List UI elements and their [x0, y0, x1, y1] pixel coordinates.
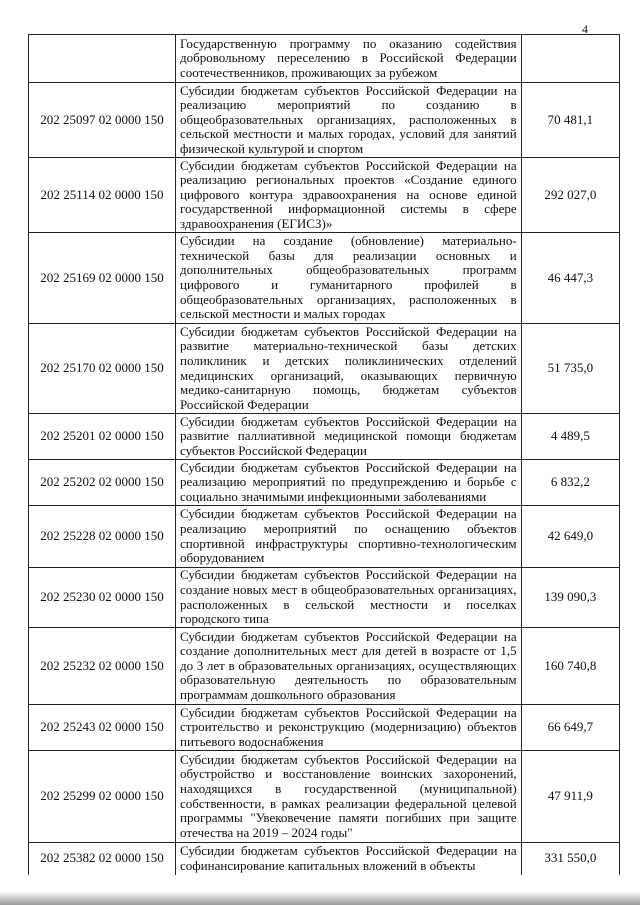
- budget-code-cell: 202 25169 02 0000 150: [29, 233, 176, 324]
- budget-revenue-table: [28, 34, 620, 875]
- table-row: [29, 843, 620, 875]
- table-row: [29, 158, 620, 233]
- amount-cell: 139 090,3: [521, 568, 619, 628]
- description-cell: Субсидии бюджетам субъектов Российской Федерации на строительство и реконструкцию (модернизацию) объектов питьевого водоснабжения: [175, 705, 521, 751]
- amount-cell: 66 649,7: [521, 705, 619, 751]
- budget-code-cell: [29, 35, 176, 83]
- table-row: [29, 324, 620, 414]
- table-row: [29, 35, 620, 83]
- description-cell: Субсидии бюджетам субъектов Российской Федерации на создание дополнительных мест для детей в возрасте от 1,5 до 3 лет в образовательных организациях, осуществляющих образовательную деятельность по образовательным программам дошкольного образования: [175, 628, 521, 705]
- page-number: 4: [582, 22, 588, 36]
- amount-cell: [521, 35, 619, 83]
- table-row: [29, 568, 620, 628]
- amount-cell: 331 550,0: [521, 843, 619, 875]
- budget-code-cell: 202 25243 02 0000 150: [29, 705, 176, 751]
- table-row: [29, 460, 620, 506]
- description-cell: Субсидии на создание (обновление) материально-технической базы для реализации основных и дополнительных общеобразовательных программ цифрового и гуманитарного профилей в общеобразовательных организациях, расположенных в сельской местности и малых городах: [175, 233, 521, 324]
- amount-cell: 70 481,1: [521, 83, 619, 158]
- scan-edge-shadow: [0, 891, 640, 905]
- budget-code-cell: 202 25202 02 0000 150: [29, 460, 176, 506]
- description-cell: Субсидии бюджетам субъектов Российской Федерации на развитие материально-технической базы детских поликлиник и детских поликлинических отделений медицинских организаций, оказывающих первичную медико-санитарную помощь, бюджетам субъектов Российской Федерации: [175, 324, 521, 414]
- table-row: [29, 628, 620, 705]
- table-row: [29, 506, 620, 568]
- description-cell: Субсидии бюджетам субъектов Российской Федерации на создание новых мест в общеобразовательных организациях, расположенных в сельской местности и поселках городского типа: [175, 568, 521, 628]
- budget-code-cell: 202 25382 02 0000 150: [29, 843, 176, 875]
- table-row: [29, 233, 620, 324]
- budget-code-cell: 202 25201 02 0000 150: [29, 414, 176, 460]
- budget-code-cell: 202 25228 02 0000 150: [29, 506, 176, 568]
- budget-code-cell: 202 25230 02 0000 150: [29, 568, 176, 628]
- budget-code-cell: 202 25114 02 0000 150: [29, 158, 176, 233]
- description-cell: Субсидии бюджетам субъектов Российской Федерации на развитие паллиативной медицинской помощи бюджетам субъектов Российской Федерации: [175, 414, 521, 460]
- amount-cell: 46 447,3: [521, 233, 619, 324]
- description-cell: Субсидии бюджетам субъектов Российской Федерации на обустройство и восстановление воинских захоронений, находящихся в государственной (муниципальной) собственности, в рамках реализации федеральной целевой программы "Увековечение памяти погибших при защите отечества на 2019 – 2024 годы": [175, 751, 521, 843]
- description-cell: Субсидии бюджетам субъектов Российской Федерации на софинансирование капитальных вложений в объекты: [175, 843, 521, 875]
- amount-cell: 42 649,0: [521, 506, 619, 568]
- amount-cell: 292 027,0: [521, 158, 619, 233]
- amount-cell: 6 832,2: [521, 460, 619, 506]
- description-cell: Субсидии бюджетам субъектов Российской Федерации на реализацию мероприятий по оснащению объектов спортивной инфраструктуры спортивно-технологическим оборудованием: [175, 506, 521, 568]
- amount-cell: 47 911,9: [521, 751, 619, 843]
- table-row: [29, 83, 620, 158]
- description-cell: Субсидии бюджетам субъектов Российской Федерации на реализацию региональных проектов «Создание единого цифрового контура здравоохранения на основе единой государственной информационной системы в сфере здравоохранения (ЕГИСЗ)»: [175, 158, 521, 233]
- budget-code-cell: 202 25232 02 0000 150: [29, 628, 176, 705]
- amount-cell: 51 735,0: [521, 324, 619, 414]
- budget-code-cell: 202 25299 02 0000 150: [29, 751, 176, 843]
- table-row: [29, 705, 620, 751]
- budget-code-cell: 202 25097 02 0000 150: [29, 83, 176, 158]
- amount-cell: 4 489,5: [521, 414, 619, 460]
- table-row: [29, 414, 620, 460]
- description-cell: Субсидии бюджетам субъектов Российской Федерации на реализацию мероприятий по предупреждению и борьбе с социально значимыми инфекционными заболеваниями: [175, 460, 521, 506]
- budget-code-cell: 202 25170 02 0000 150: [29, 324, 176, 414]
- amount-cell: 160 740,8: [521, 628, 619, 705]
- description-cell: Государственную программу по оказанию содействия добровольному переселению в Российской Федерации соотечественников, проживающих за рубежом: [175, 35, 521, 83]
- table-row: [29, 751, 620, 843]
- description-cell: Субсидии бюджетам субъектов Российской Федерации на реализацию мероприятий по созданию в общеобразовательных организациях, расположенных в сельской местности и малых городах, условий для занятий физической культурой и спортом: [175, 83, 521, 158]
